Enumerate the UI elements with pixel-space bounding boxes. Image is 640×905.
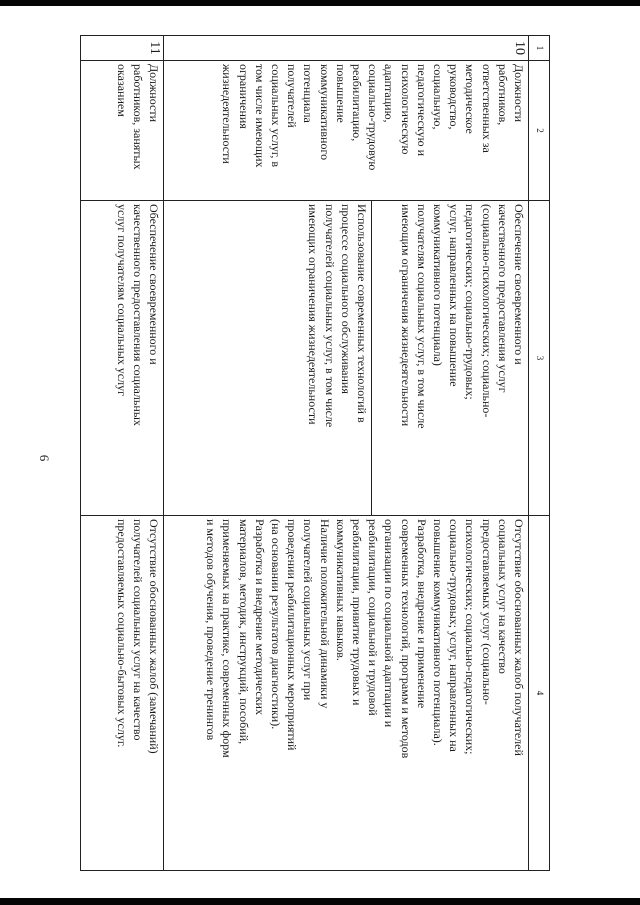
position-cell: Должности работников, ответственных за методическое руководство, социальную, педагогическую и психологическую адаптацию, социально-трудовую реабилитацию, повышение коммуникативного потенциала получателей социальных услуг, в том числе имеющих ограничения жизнедеятельности [164, 61, 529, 201]
table-row [81, 36, 164, 871]
row-number: 10 [164, 36, 529, 61]
task-cell: Обеспечение своевременного и качественного предоставления социальных услуг получателям социальных услуг [81, 201, 164, 516]
criteria-table [80, 35, 550, 871]
row-number: 11 [81, 36, 164, 61]
page-number: 6 [37, 454, 52, 462]
header-col-4: 4 [529, 516, 550, 871]
table-row [372, 36, 529, 871]
table-header-row [529, 36, 550, 871]
criteria-cell: Отсутствие обоснованных жалоб получателей социальных услуг на качество предоставляемых услуг (социально- психологических; социально-педагогических; социально-трудовых; услуг, направленных на повышение коммуникативного потенциала). Разработка, внедрение и применение современных технологий, программ и методов организации по социальной адаптации и реабилитации, социальной и трудовой реабилитации, привитие трудовых и коммуникативных навыков. Наличие положительной динамики у получателей социальных услуг при проведении реабилитационных мероприятий (на основании результатов диагностики). Разработка и внедрение методических материалов, методик, инструкций, пособий, применяемых на практике, современных форм и методов обучения, проведение тренингов [164, 516, 529, 871]
scan-top-edge [0, 0, 640, 6]
position-cell: Должности работников, занятых оказанием [81, 61, 164, 201]
scan-bottom-edge [0, 898, 640, 905]
header-col-1: 1 [529, 36, 550, 61]
rotated-table-area [80, 35, 550, 870]
criteria-cell: Отсутствие обоснованных жалоб (замечаний) получателей социальных услуг на качество предоставляемых социально-бытовых услуг. [81, 516, 164, 871]
header-col-3: 3 [529, 201, 550, 516]
task-cell: Использование современных технологий в процессе социального обслуживания получателей социальных услуг, в том числе имеющих ограничения жизнедеятельности [164, 201, 372, 516]
header-col-2: 2 [529, 61, 550, 201]
table-sheet [80, 35, 550, 870]
task-cell: Обеспечение своевременного и качественного предоставления услуг (социально-психологических; социально- педагогических; социально-трудовых; услуг, направленных на повышение коммуникативного потенциала) получателям социальных услуг, в том числе имеющим ограничения жизнедеятельности [372, 201, 529, 516]
